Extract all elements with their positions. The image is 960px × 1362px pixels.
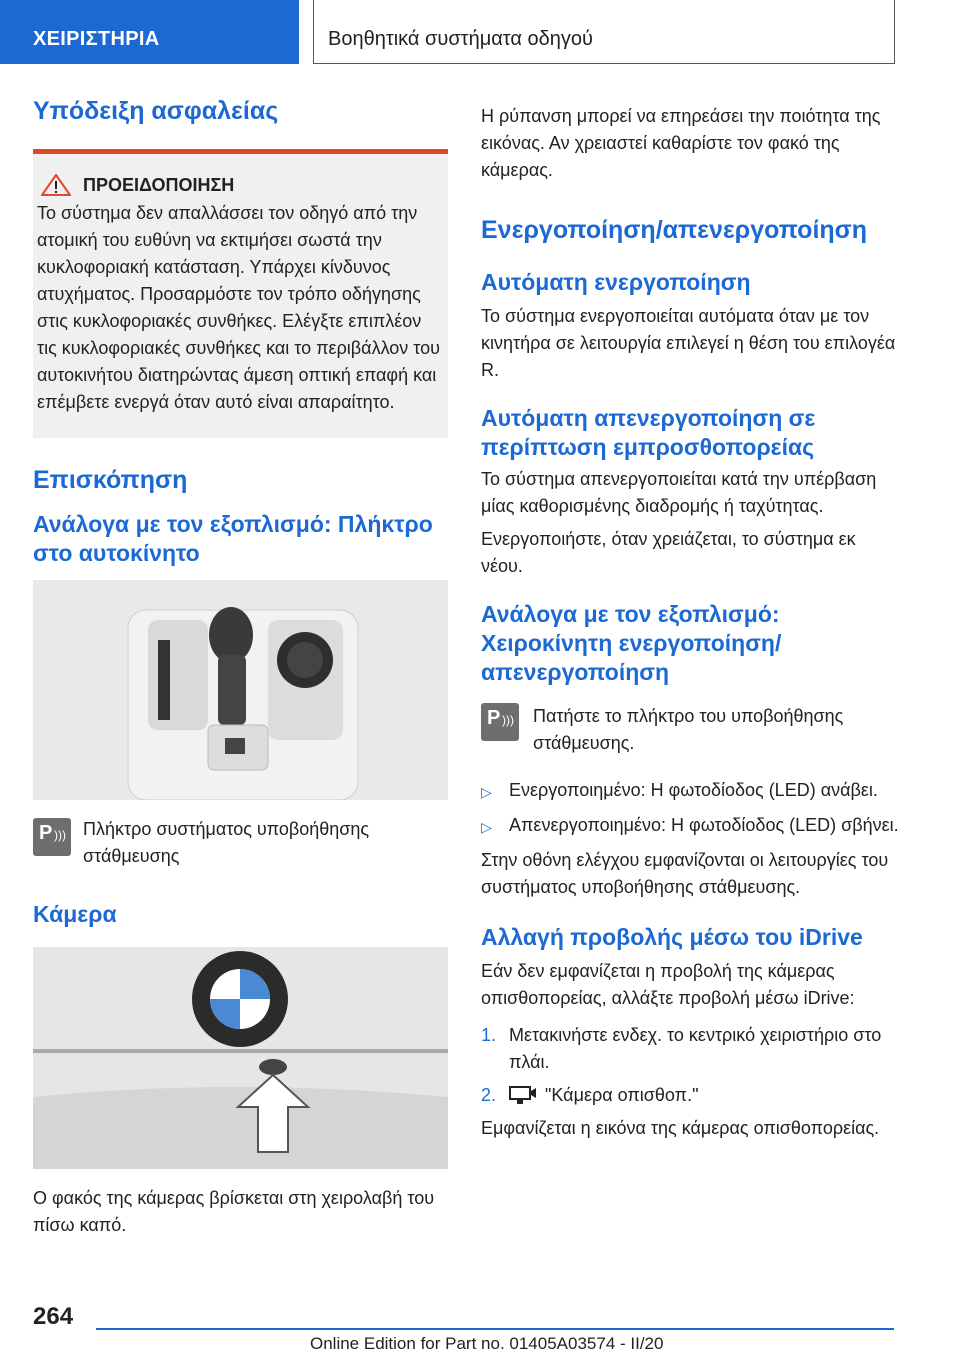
camera-caption: Ο φακός της κάμερας βρίσκεται στη χειρολαβή του πίσω καπό. — [33, 1188, 435, 1235]
camera-photo — [33, 947, 448, 1169]
console-image — [33, 580, 448, 800]
view-title: Αλλαγή προβολής μέσω του iDrive — [481, 924, 863, 950]
auto-on-title: Αυτόματη ενεργοποίηση — [481, 269, 751, 295]
manual-row — [481, 703, 901, 757]
page-number: 264 — [33, 1303, 74, 1330]
manual-text: Πατήστε το πλήκτρο του υποβοήθησης στάθμευσης. — [533, 706, 844, 753]
triangle-bullet-icon: ▷ — [481, 784, 492, 800]
view-text: Εάν δεν εμφανίζεται η προβολή της κάμερας οπισθοπορείας, αλλάξτε προβολή μέσω iDrive: — [481, 961, 855, 1008]
bullet-item: ▷ Ενεργοποιημένο: Η φωτοδίοδος (LED) ανάβει. — [481, 777, 901, 806]
left-column — [33, 95, 448, 1239]
parking-assist-icon: P ))) — [33, 818, 71, 856]
intro-text: Η ρύπανση μπορεί να επηρεάσει την ποιότητα της εικόνας. Αν χρειαστεί καθαρίστε τον φακό της κάμερας. — [481, 106, 881, 180]
footer-divider — [96, 1328, 894, 1330]
auto-off-title: Αυτόματη απενεργοποίηση σε περίπτωση εμπροσθοπορείας — [481, 405, 816, 460]
result-text: Εμφανίζεται η εικόνα της κάμερας οπισθοπορείας. — [481, 1118, 880, 1138]
chapter-tab[interactable]: Βοηθητικά συστήματα οδηγού — [313, 0, 895, 64]
warning-text: Το σύστημα δεν απαλλάσσει τον οδηγό από την ατομική του ευθύνη να εκτιμήσει σωστά την κυκλοφοριακή κατάσταση. Υπάρχει κίνδυνος ατυχήματος. Προσαρμόστε τον τρόπο οδήγησης στις κυκλοφοριακές συνθήκες. Ελέγξτε επιπλέον τις κυκλοφοριακές συνθήκες και το περιβάλλον του αυτοκινήτου διατηρώντας άμεση οπτική επαφή και επέμβετε ενεργά όταν αυτό είναι απαραίτητο. — [37, 203, 441, 412]
section-tab[interactable]: ΧΕΙΡΙΣΤΗΡΙΑ — [0, 0, 299, 64]
button-caption: Πλήκτρο συστήματος υποβοήθησης στάθμευσης — [83, 819, 370, 866]
warning-box — [33, 149, 448, 438]
camera-view-icon — [509, 1085, 537, 1105]
parking-assist-icon-2: P ))) — [481, 703, 519, 741]
triangle-bullet-icon: ▷ — [481, 819, 492, 835]
edition-footer: Online Edition for Part no. 01405A03574 - II/20 — [310, 1334, 664, 1353]
equipment-title: Ανάλογα με τον εξοπλισμό: Πλήκτρο στο αυτοκίνητο — [33, 511, 433, 566]
manual-title: Ανάλογα με τον εξοπλισμό: Χειροκίνητη ενεργοποίηση/ απενεργοποίηση — [481, 601, 782, 685]
console-photo — [33, 580, 448, 800]
camera-title: Κάμερα — [33, 901, 117, 927]
step-2: 2. "Κάμερα οπισθοπ." — [481, 1085, 699, 1105]
overview-title: Επισκόπηση — [33, 466, 188, 494]
auto-on-text: Το σύστημα ενεργοποιείται αυτόματα όταν με τον κινητήρα σε λειτουργία επιλεγεί η θέση του επιλογέα R. — [481, 306, 896, 380]
screen-text: Στην οθόνη ελέγχου εμφανίζονται οι λειτουργίες του συστήματος υποβοήθησης στάθμευσης. — [481, 850, 889, 897]
warning-triangle-icon — [41, 174, 71, 196]
bullet-item: ▷ Απενεργοποιημένο: Η φωτοδίοδος (LED) σβήνει. — [481, 812, 901, 841]
right-column — [481, 103, 901, 1142]
auto-off-text: Το σύστημα απενεργοποιείται κατά την υπέρβαση μίας καθορισμένης διαδρομής ή ταχύτητας. — [481, 469, 877, 516]
led-bullets — [481, 777, 901, 841]
button-caption-row — [33, 818, 448, 870]
auto-off-text-2: Ενεργοποιήστε, όταν χρειάζεται, το σύστημα εκ νέου. — [481, 529, 856, 576]
rear-camera-image — [33, 947, 448, 1169]
activation-title: Ενεργοποίηση/απενεργοποίηση — [481, 216, 868, 244]
warning-title: ΠΡΟΕΙΔΟΠΟΙΗΣΗ — [83, 174, 235, 195]
safety-title: Υπόδειξη ασφαλείας — [33, 97, 279, 125]
step-1: 1. Μετακινήστε ενδεχ. το κεντρικό χειριστήριο στο πλάι. — [481, 1025, 882, 1072]
